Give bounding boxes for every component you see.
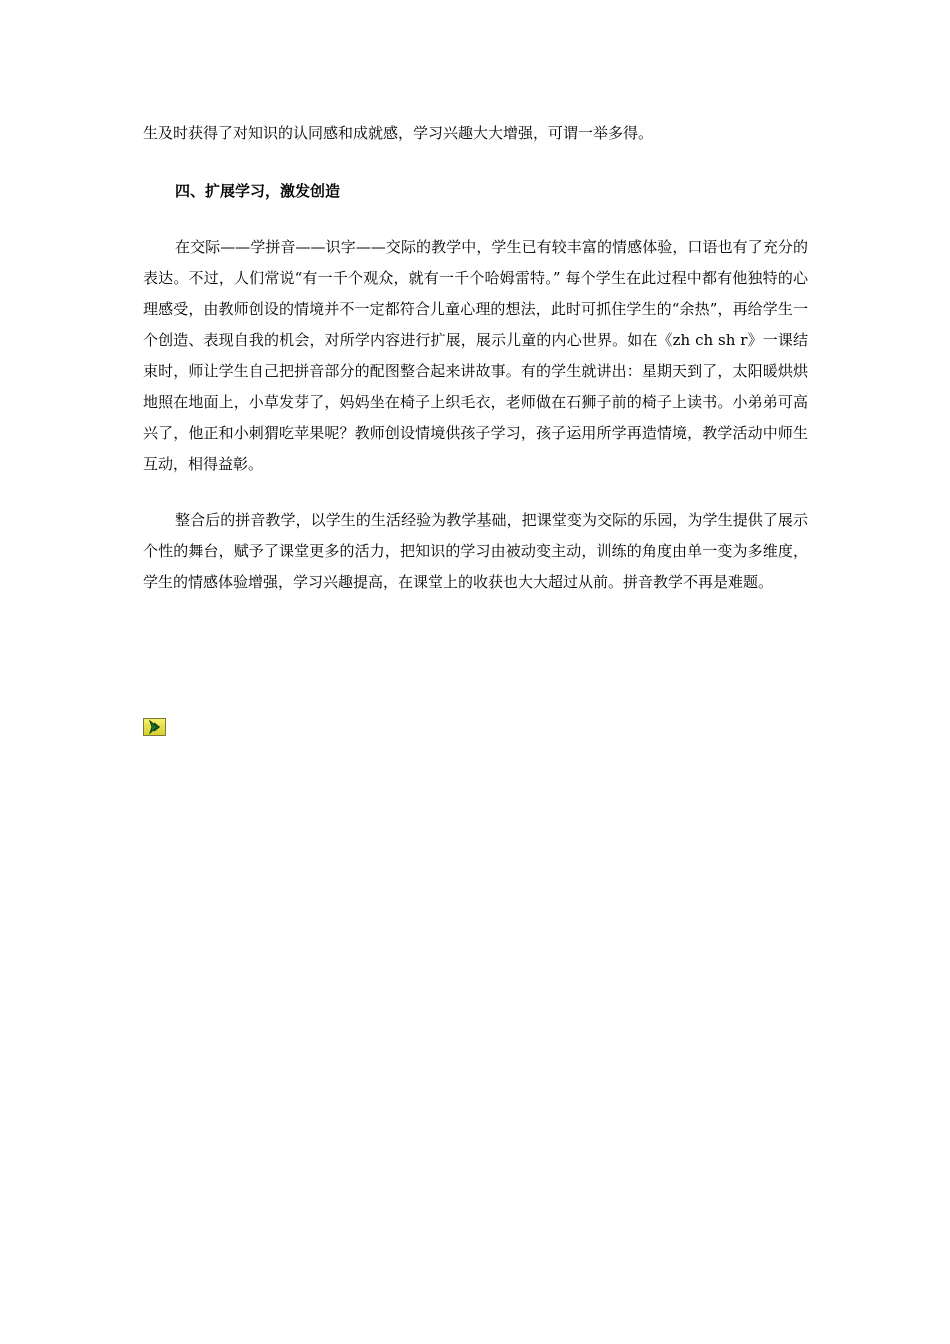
green-arrow-icon[interactable] xyxy=(143,718,166,736)
paragraph-1: 在交际——学拼音——识字——交际的教学中，学生已有较丰富的情感体验，口语也有了充分的表达。不过，人们常说“有一千个观众，就有一千个哈姆雷特。” 每个学生在此过程中都有他独特的心理感受，由教师创设的情境并不一定都符合儿童心理的想法，此时可抓住学生的“余热”，再给学生一个创造、表现自我的机会，对所学内容进行扩展，展示儿童的内心世界。如在《zh ch sh r》一课结束时，师让学生自己把拼音部分的配图整合起来讲故事。有的学生就讲出：星期天到了，太阳暖烘烘地照在地面上，小草发芽了，妈妈坐在椅子上织毛衣，老师做在石狮子前的椅子上读书。小弟弟可高兴了，他正和小刺猬吃苹果呢？教师创设情境供孩子学习，孩子运用所学再造情境，教学活动中师生互动，相得益彰。 xyxy=(143,238,808,473)
document-body xyxy=(143,118,808,598)
paragraph-2: 整合后的拼音教学，以学生的生活经验为教学基础，把课堂变为交际的乐园，为学生提供了展示个性的舞台，赋予了课堂更多的活力，把知识的学习由被动变主动，训练的角度由单一变为多维度，学生的情感体验增强，学习兴趣提高，在课堂上的收获也大大超过从前。拼音教学不再是难题。 xyxy=(143,511,808,591)
intro-line: 生及时获得了对知识的认同感和成就感，学习兴趣大大增强，可谓一举多得。 xyxy=(143,124,654,142)
section-heading: 四、扩展学习，激发创造 xyxy=(175,182,341,200)
